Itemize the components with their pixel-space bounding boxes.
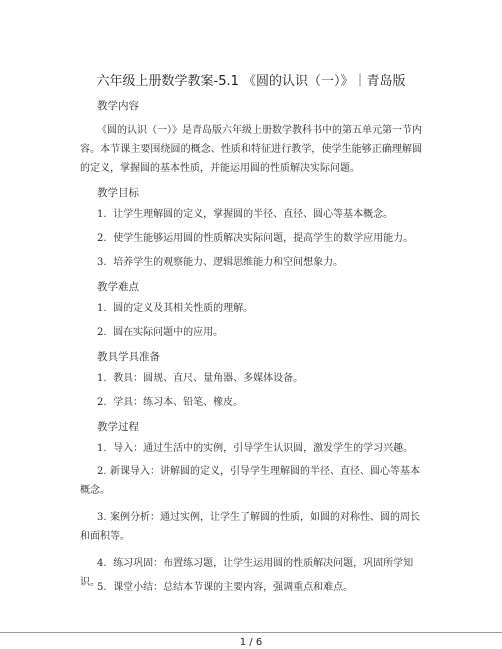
list-item-text: 练习巩固：布置练习题，让学生运用圆的性质解决问题，巩固所学知识。	[80, 558, 414, 588]
list-item-text: 新课导入：讲解圆的定义，引导学生理解圆的半径、直径、圆心等基本概念。	[80, 466, 420, 496]
list-item	[80, 229, 424, 248]
list-item-number: 2.	[97, 327, 107, 338]
list-item	[80, 439, 424, 458]
list-item-text: 使学生能够运用圆的性质解决实际问题，提高学生的数学应用能力。	[113, 233, 414, 244]
list-item-number: 1.	[97, 209, 107, 220]
list-item-text: 让学生理解圆的定义，掌握圆的半径、直径、圆心等基本概念。	[113, 209, 394, 220]
list-item-number: 2.	[97, 397, 107, 408]
list-item	[80, 253, 424, 272]
section-heading-materials: 教具学具准备	[97, 351, 160, 363]
list-item-text: 导入：通过生活中的实例，引导学生认识圆，激发学生的学习兴趣。	[113, 443, 414, 454]
list-item-text: 培养学生的观察能力、逻辑思维能力和空间想象力。	[113, 257, 344, 268]
list-item-number: 1.	[97, 443, 107, 454]
page-number: 1 / 6	[239, 637, 263, 648]
list-item-text: 案例分析：通过实例，让学生了解圆的性质，如圆的对称性、圆的周长和面积等。	[80, 512, 420, 542]
list-item-number: 2.	[97, 233, 107, 244]
document-title: 六年级上册数学教案-5.1 《圆的认识（一）》｜青岛版	[96, 74, 406, 89]
list-item-text: 课堂小结：总结本节课的主要内容，强调重点和难点。	[113, 582, 354, 593]
list-item-text: 圆的定义及其相关性质的理解。	[113, 303, 254, 314]
footer-divider	[0, 632, 502, 633]
list-item	[80, 299, 424, 318]
list-item-text: 学具：练习本、铅笔、橡皮。	[113, 397, 244, 408]
list-item-text: 圆在实际问题中的应用。	[113, 327, 224, 338]
list-item-text: 教具：圆规、直尺、量角器、多媒体设备。	[113, 373, 304, 384]
list-item-number: 3.	[97, 512, 107, 523]
list-item-number: 4.	[97, 558, 107, 569]
list-item-number: 1.	[97, 303, 107, 314]
list-item-number: 3.	[97, 257, 107, 268]
list-item	[80, 578, 424, 597]
list-item-number: 1.	[97, 373, 107, 384]
list-item-number: 2.	[97, 466, 107, 477]
list-item	[80, 462, 424, 500]
section-paragraph-content: 《圆的认识（一）》是青岛版六年级上册数学教科书中的第五单元第一节内容。本节课主要围绕圆的概念、性质和特征进行教学，使学生能够正确理解圆的定义，掌握圆的基本性质，并能运用圆的性质解决实际问题。	[80, 125, 422, 174]
section-heading-content: 教学内容	[97, 100, 139, 112]
section-heading-objectives: 教学目标	[97, 187, 139, 199]
list-item-number: 5.	[97, 582, 107, 593]
section-heading-process: 教学过程	[97, 421, 139, 433]
section-heading-difficulties: 教学难点	[97, 281, 139, 293]
list-item	[80, 205, 424, 224]
list-item	[80, 508, 424, 546]
list-item	[80, 369, 424, 388]
list-item	[80, 393, 424, 412]
list-item	[80, 323, 424, 342]
